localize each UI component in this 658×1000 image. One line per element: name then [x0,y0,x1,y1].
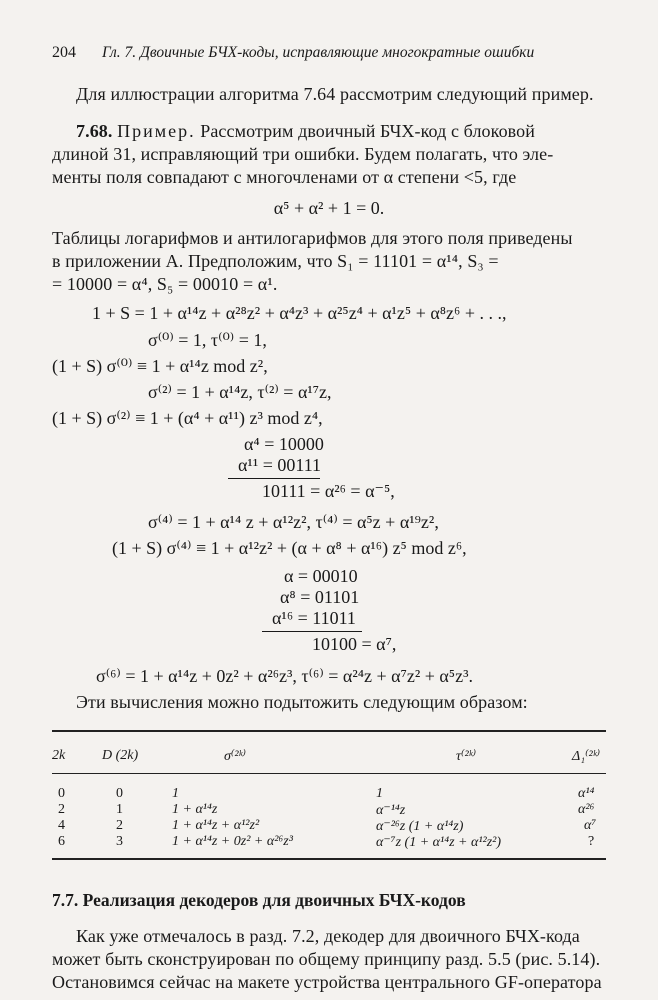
cell-2k: 4 [58,818,65,833]
cell-d: 1 [116,802,123,817]
section-line-3: Остановимся сейчас на макете устройства центрального GF-оператора [52,972,602,992]
page-number: 204 [52,44,76,61]
math-sum2-c: α¹⁶ = 11011 [272,608,356,628]
intro-paragraph: Для иллюстрации алгоритма 7.64 рассмотрим следующий пример. [76,84,594,104]
math-sum2-a: α = 00010 [284,566,358,586]
math-sigma6: σ⁽⁶⁾ = 1 + α¹⁴z + 0z² + α²⁶z³, τ⁽⁶⁾ = α²⁴z + α⁷z² + α⁵z³. [96,666,473,686]
table-bottom-rule [52,858,606,860]
cell-tau: α⁻²⁶z (1 + α¹⁴z) [376,819,464,834]
summary-line: Эти вычисления можно подытожить следующим образом: [76,692,528,712]
field-equation: α⁵ + α² + 1 = 0. [273,198,385,218]
math-syndrome-series: 1 + S = 1 + α¹⁴z + α²⁸z² + α⁴z³ + α²⁵z⁴ + α¹z⁵ + α⁸z⁶ + . . ., [92,303,507,323]
table-top-rule [52,730,606,732]
running-head: Гл. 7. Двоичные БЧХ-коды, исправляющие многократные ошибки [102,44,535,61]
after-line-3: = 10000 = α⁴, S₅ = 00010 = α¹. [52,274,278,294]
header-tau: τ⁽²ᵏ⁾ [456,749,477,764]
cell-2k: 2 [58,802,65,817]
math-sum1-result: 10111 = α²⁶ = α⁻⁵, [262,481,395,501]
cell-d: 3 [116,834,123,849]
cell-sigma: 1 + α¹⁴z [172,802,218,817]
cell-2k: 0 [58,786,65,801]
example-line-3: менты поля совпадают с многочленами от α степени <5, где [52,167,517,187]
math-congruence-4: (1 + S) σ⁽⁴⁾ ≡ 1 + α¹²z² + (α + α⁸ + α¹⁶) z⁵ mod z⁶, [112,538,467,558]
example-title: Пример. [117,121,196,141]
cell-d: 2 [116,818,123,833]
cell-sigma: 1 + α¹⁴z + 0z² + α²⁶z³ [172,834,293,849]
math-sum2-b: α⁸ = 01101 [280,587,360,607]
sum2-rule [262,631,362,632]
math-sum2-result: 10100 = α⁷, [312,634,397,654]
section-line-1: Как уже отмечалось в разд. 7.2, декодер для двоичного БЧХ-кода [76,926,580,946]
after-line-1: Таблицы логарифмов и антилогарифмов для этого поля приведены [52,228,573,248]
cell-sigma: 1 [172,786,179,801]
header-delta: Δ₁⁽²ᵏ⁾ [572,749,601,764]
math-sigma0: σ⁽⁰⁾ = 1, τ⁽⁰⁾ = 1, [148,330,267,350]
cell-sigma: 1 + α¹⁴z + α¹²z² [172,818,260,833]
cell-tau: 1 [376,786,383,801]
cell-tau: α⁻⁷z (1 + α¹⁴z + α¹²z²) [376,835,502,850]
table-header-rule [52,773,606,774]
after-line-2: в приложении А. Предположим, что S₁ = 11101 = α¹⁴, S₃ = [52,251,499,271]
math-congruence-0: (1 + S) σ⁽⁰⁾ ≡ 1 + α¹⁴z mod z², [52,356,268,376]
math-sigma2: σ⁽²⁾ = 1 + α¹⁴z, τ⁽²⁾ = α¹⁷z, [148,382,332,402]
cell-delta: ? [588,834,595,849]
cell-delta: α²⁶ [578,802,595,817]
cell-d: 0 [116,786,123,801]
header-d2k: D (2k) [102,748,139,763]
math-congruence-2: (1 + S) σ⁽²⁾ ≡ 1 + (α⁴ + α¹¹) z³ mod z⁴, [52,408,323,428]
header-sigma: σ⁽²ᵏ⁾ [224,749,246,764]
example-first-line [76,121,535,142]
example-line-1: Рассмотрим двоичный БЧХ-код с блоковой [200,121,535,141]
section-heading: 7.7. Реализация декодеров для двоичных БЧХ-кодов [52,890,466,910]
section-line-2: может быть сконструирован по общему принципу разд. 5.5 (рис. 5.14). [52,949,601,969]
example-number: 7.68. [76,121,113,141]
cell-2k: 6 [58,834,65,849]
header-2k: 2k [52,748,66,763]
cell-tau: α⁻¹⁴z [376,803,406,818]
math-sigma4: σ⁽⁴⁾ = 1 + α¹⁴ z + α¹²z², τ⁽⁴⁾ = α⁵z + α¹⁹z², [148,512,439,532]
math-sum1-a: α⁴ = 10000 [244,434,324,454]
example-line-2: длиной 31, исправляющий три ошибки. Будем полагать, что эле- [52,144,554,164]
math-sum1-b: α¹¹ = 00111 [238,455,322,475]
cell-delta: α⁷ [584,818,597,833]
cell-delta: α¹⁴ [578,786,595,801]
sum1-rule [228,478,320,479]
